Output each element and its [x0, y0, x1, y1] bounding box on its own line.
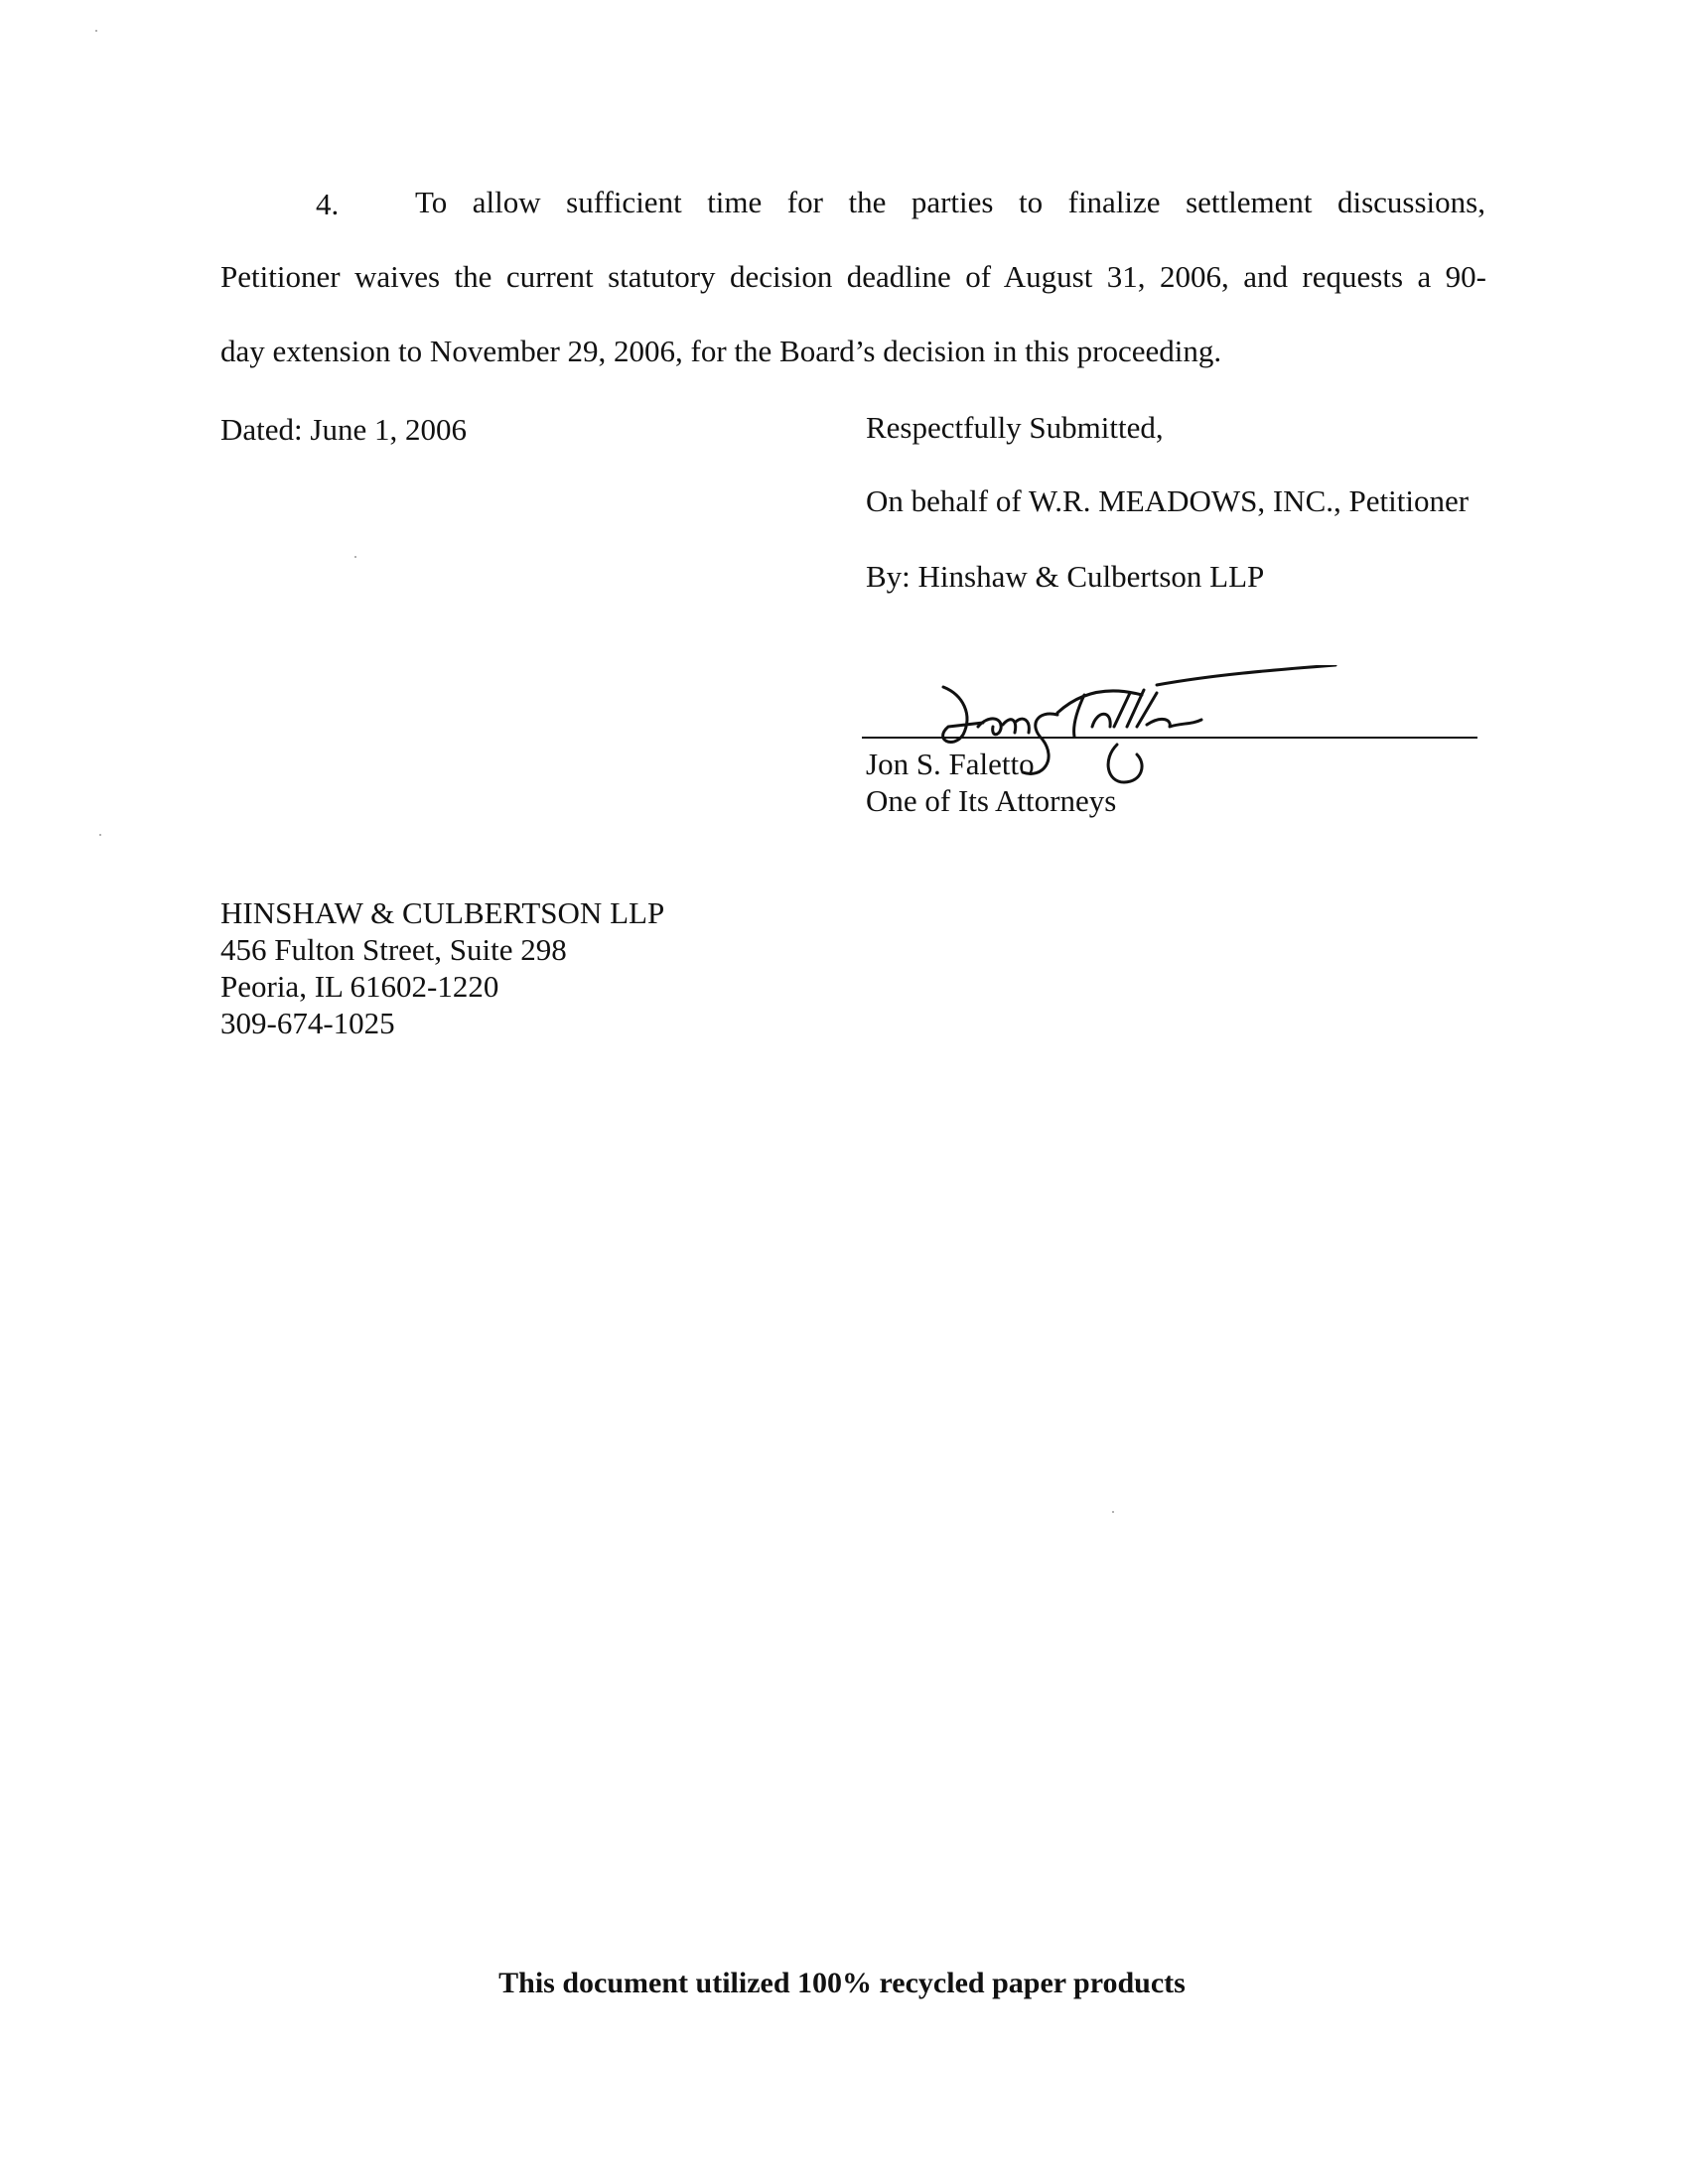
paragraph-line-1: To allow sufficient time for the parties to finalize settlement discussions,	[415, 185, 1485, 219]
firm-phone: 309-674-1025	[220, 1006, 395, 1040]
scan-speck	[1112, 1511, 1114, 1513]
by-firm-text: By: Hinshaw & Culbertson LLP	[866, 559, 1265, 594]
scan-speck	[99, 834, 101, 836]
signer-name: Jon S. Faletto	[866, 747, 1035, 781]
paragraph-line-2: Petitioner waives the current statutory decision deadline of August 31, 2006, and requests a 90-	[220, 259, 1486, 294]
scan-speck	[95, 30, 97, 32]
firm-city: Peoria, IL 61602-1220	[220, 969, 499, 1004]
paragraph-number: 4.	[316, 187, 340, 221]
firm-name: HINSHAW & CULBERTSON LLP	[220, 895, 665, 930]
scan-speck	[354, 556, 356, 558]
dated-line: Dated: June 1, 2006	[220, 412, 467, 447]
closing-text: Respectfully Submitted,	[866, 410, 1164, 445]
signature-line	[862, 737, 1477, 739]
signer-title: One of Its Attorneys	[866, 783, 1117, 818]
paragraph-line-3: day extension to November 29, 2006, for the Board’s decision in this proceeding.	[220, 334, 1222, 368]
recycled-paper-footer: This document utilized 100% recycled paper products	[498, 1967, 1186, 1999]
firm-street: 456 Fulton Street, Suite 298	[220, 932, 567, 967]
on-behalf-text: On behalf of W.R. MEADOWS, INC., Petitioner	[866, 483, 1470, 518]
